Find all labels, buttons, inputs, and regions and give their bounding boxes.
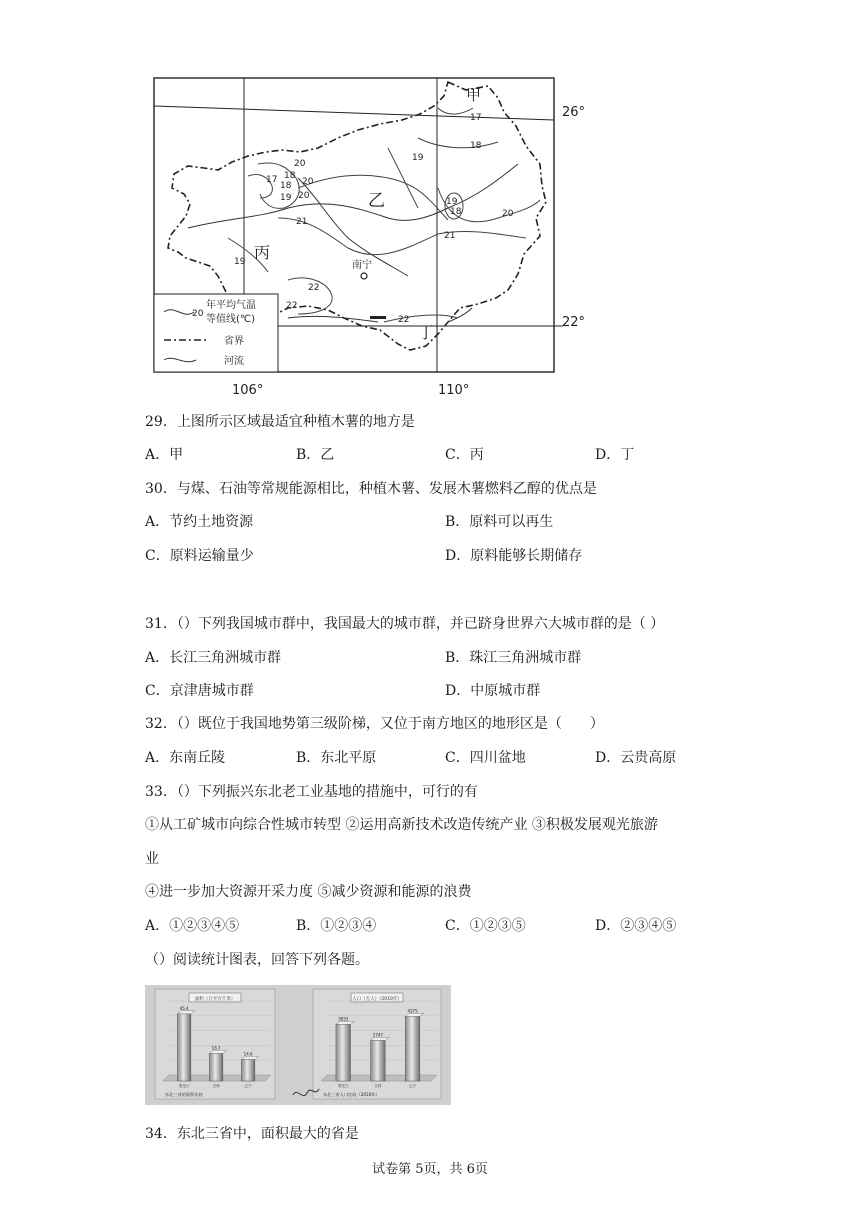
chart-data-label: 45.4 <box>179 1005 189 1011</box>
legend-boundary: 省界 <box>224 336 244 347</box>
chart-data-label: 18.7 <box>211 1045 221 1051</box>
isotherm-value: 20 <box>298 191 310 201</box>
isotherm-line <box>384 315 458 322</box>
q29-option-c[interactable]: C．丙 <box>445 447 484 463</box>
q33-stem: 33．（）下列振兴东北老工业基地的措施中，可行的有 <box>145 784 478 800</box>
q33-option-a[interactable]: A．①②③④⑤ <box>145 918 240 934</box>
q30-option-c[interactable]: C．原料运输量少 <box>145 548 254 564</box>
q29-stem: 29．上图所示区域最适宜种植木薯的地方是 <box>145 414 415 430</box>
label-jia: 甲 <box>466 86 482 104</box>
chart-bar <box>371 1040 386 1081</box>
chart-panel <box>155 989 275 1099</box>
statistics-charts-figure <box>145 985 451 1105</box>
isotherm-value: 19 <box>412 153 424 163</box>
isotherm-value: 20 <box>302 177 314 187</box>
chart-data-label: 3833 <box>338 1016 349 1022</box>
chart-bar <box>209 1053 222 1081</box>
chart-category-label: 吉林 <box>374 1084 382 1088</box>
label-yi: 乙 <box>368 191 385 211</box>
q29-option-d[interactable]: D．丁 <box>595 447 635 463</box>
q31-option-b[interactable]: B．珠江三角洲城市群 <box>445 650 582 666</box>
chart-bar <box>241 1059 254 1081</box>
temperature-map-figure <box>148 68 592 403</box>
area-chart <box>155 989 275 1099</box>
chart-bar <box>177 1014 190 1081</box>
lon-label-106: 106° <box>232 383 264 398</box>
isotherm-line <box>258 163 299 208</box>
lat-label-26: 26° <box>562 105 586 120</box>
q31-stem: 31．（）下列我国城市群中，我国最大的城市群，并已跻身世界六大城市群的是（ ） <box>145 616 665 632</box>
chart-bar <box>336 1024 351 1081</box>
isotherm-value: 21 <box>296 217 308 227</box>
isotherm-value: 22 <box>286 301 298 311</box>
chart-category-label: 黑龙江 <box>337 1084 349 1088</box>
chart-xlabel: 东北三省的面积比较 <box>165 1092 203 1097</box>
population-chart <box>313 989 441 1099</box>
chart-title: 面积（万平方千米） <box>194 997 236 1002</box>
isotherm-value: 19 <box>446 197 458 207</box>
label-nanning: 南宁 <box>352 260 372 271</box>
statistics-charts <box>145 985 451 1105</box>
q33-line2: 业 <box>145 851 159 867</box>
label-bing: 丙 <box>254 243 271 262</box>
isotherm-value: 21 <box>444 231 456 241</box>
lat-label-22: 22° <box>562 315 586 330</box>
chart-data-label: 4375 <box>407 1008 418 1014</box>
q29-option-b[interactable]: B．乙 <box>296 447 335 463</box>
isotherm-value: 22 <box>398 315 410 325</box>
q33-option-c[interactable]: C．①②③⑤ <box>445 918 526 934</box>
chart-category-label: 黑龙江 <box>178 1084 190 1088</box>
q31-option-d[interactable]: D．中原城市群 <box>445 683 541 699</box>
q30-option-d[interactable]: D．原料能够长期储存 <box>445 548 583 564</box>
isotherm-line <box>418 138 498 148</box>
q30-option-b[interactable]: B．原料可以再生 <box>445 514 554 530</box>
chart-category-label: 吉林 <box>212 1084 220 1088</box>
q30-stem: 30．与煤、石油等常规能源相比，种植木薯、发展木薯燃料乙醇的优点是 <box>145 481 597 497</box>
coast-mark <box>370 316 386 319</box>
river <box>188 164 518 228</box>
q34-stem: 34．东北三省中，面积最大的省是 <box>145 1126 359 1142</box>
q33-option-b[interactable]: B．①②③④ <box>296 918 377 934</box>
q30-option-a[interactable]: A．节约土地资源 <box>145 514 254 530</box>
isotherm-line <box>438 108 473 114</box>
legend-isotherm-line2: 等值线(℃) <box>206 314 256 325</box>
isotherm-value: 20 <box>294 159 306 169</box>
chart-data-label: 14.6 <box>243 1051 253 1057</box>
isotherm-value: 18 <box>280 181 292 191</box>
isotherm-line <box>278 218 526 255</box>
q31-option-c[interactable]: C．京津唐城市群 <box>145 683 254 699</box>
river <box>288 316 378 322</box>
isotherm-value: 19 <box>280 193 292 203</box>
q33-line1: ①从工矿城市向综合性城市转型 ②运用高新技术改造传统产业 ③积极发展观光旅游 <box>145 817 658 833</box>
chart-bar <box>405 1016 420 1081</box>
q33-line3: ④进一步加大资源开采力度 ⑤减少资源和能源的浪费 <box>145 884 472 900</box>
q32-option-b[interactable]: B．东北平原 <box>296 750 377 766</box>
isotherm-value: 18 <box>284 171 296 181</box>
isotherm-value: 18 <box>450 207 462 217</box>
isotherm-value: 17 <box>266 175 278 185</box>
q32-stem: 32．（）既位于我国地势第三级阶梯，又位于南方地区的地形区是（ ） <box>145 716 604 732</box>
legend-isotherm-line1: 年平均气温 <box>206 300 256 311</box>
page-footer: 试卷第 5页，共 6页 <box>372 1162 488 1177</box>
chart-data-label: 2747 <box>372 1032 383 1038</box>
river <box>448 308 472 322</box>
q33-option-d[interactable]: D．②③④⑤ <box>595 918 677 934</box>
legend-river: 河流 <box>224 356 244 367</box>
q32-option-d[interactable]: D．云贵高原 <box>595 750 677 766</box>
temperature-map <box>148 68 592 403</box>
chart-xlabel: 东北三省人口比较（2010年） <box>323 1092 380 1097</box>
isotherm-value: 18 <box>470 141 482 151</box>
parallel-top-line <box>154 106 554 120</box>
isotherm-value: 19 <box>234 257 246 267</box>
chart-category-label: 辽宁 <box>408 1084 417 1088</box>
legend-isotherm-value: 20 <box>192 309 204 319</box>
chart-title: 人口（万人）（2010年） <box>352 997 402 1002</box>
q29-option-a[interactable]: A．甲 <box>145 447 184 463</box>
label-ding: 丁 <box>418 323 435 342</box>
reading-intro: （）阅读统计图表，回答下列各题。 <box>145 952 369 968</box>
q31-option-a[interactable]: A．长江三角洲城市群 <box>145 650 282 666</box>
isotherm-value: 22 <box>308 283 320 293</box>
nanning-marker <box>361 273 367 279</box>
lon-label-110: 110° <box>438 383 470 398</box>
chart-category-label: 辽宁 <box>244 1084 252 1088</box>
isotherm-value: 20 <box>502 209 514 219</box>
q32-option-a[interactable]: A．东南丘陵 <box>145 750 226 766</box>
q32-option-c[interactable]: C．四川盆地 <box>445 750 526 766</box>
isotherm-value: 17 <box>470 113 482 123</box>
